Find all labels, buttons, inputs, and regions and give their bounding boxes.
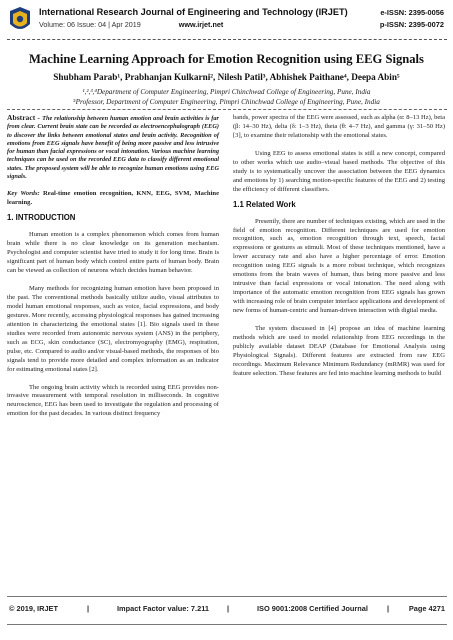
paper-title: Machine Learning Approach for Emotion Recognition using EEG Signals [29, 52, 424, 66]
body-paragraph-bands: bands, power spectra of the EEG were assessed, such as alpha (α: 8–13 Hz), beta (β: 14–30 Hz), delta (δ: 1–3 Hz), theta (θ: 4–7 Hz), and gamma (γ: 31–50 Hz) [3], to examine their relationship with the emotional states. [233, 114, 445, 139]
journal-header [7, 6, 447, 40]
abstract-text: The relationship between human emotion and brain activities is far from clear. Current brain state can be recorded as electroencephalograph (EEG) to discover the links between emotional states and brain activity. Recognition of emotions from EEG signals have benefit of being more passive and less intrusive for human than facial expressions or vocal intonation. Various machine learning techniques can be used on the recorded EEG data to classify different emotional states. The proposed system will be able to recognize human emotions using EEG signals. [7, 115, 219, 181]
intro-paragraph-3: The ongoing brain activity which is recorded using EEG provides non-invasive measurement with temporal resolution in milliseconds. In cognitive neuroscience, EEG has been used to investigate the regulation and processing of emotion for the past decades. In various distinct frequency [7, 383, 219, 418]
abstract [7, 114, 219, 181]
footer-iso: ISO 9001:2008 Certified Journal [257, 604, 368, 613]
affiliation-2: ⁵Professor, Department of Computer Engineering, Pimpri Chinchwad College of Engineering, Pune, India [73, 98, 380, 106]
body-paragraph-objective: Using EEG to assess emotional states is still a new concept, compared to other works which use audio–visual based methods. The objective of this study is to systematically uncover the association between the EEG dynamics and emotions by 1) searching motion-specific features of the EEG and 2) testing the efficiency of different classifiers. [233, 149, 445, 193]
keywords-label: Key Words: [7, 190, 40, 198]
section-heading-related-work: 1.1 Related Work [233, 199, 296, 209]
journal-website[interactable]: www.irjet.net [178, 20, 224, 29]
footer-copyright: © 2019, IRJET [9, 604, 58, 613]
keywords [7, 190, 219, 208]
irjet-logo [7, 6, 33, 36]
footer-page-number: Page 4271 [408, 604, 445, 613]
footer-separator: | [87, 604, 90, 613]
right-column [233, 114, 445, 379]
p-issn: p-ISSN: 2395-0072 [379, 20, 444, 29]
related-work-paragraph-2: The system discussed in [4] propose an idea of machine learning methods which are used to model relationship from EEG recordings in the publicly available dataset DEAP (Database for Emotional Analysis using Physiological Signals). Different features are extracted from raw EEG recordings. Maximum Relevance Minimum Redundancy (mRMR) was used for feature selection. These features are fed into machine learning methods to build [233, 325, 445, 377]
paper-authors: Shubham Parab¹, Prabhanjan Kulkarni², Nilesh Patil³, Abhishek Paithane⁴, Deepa Abin⁵ [53, 72, 400, 82]
footer-divider-top [7, 596, 447, 597]
affiliation-1: ¹,²,³,⁴Department of Computer Engineering, Pimpri Chinchwad College of Engineering, Pune, India [82, 88, 371, 96]
intro-paragraph-2: Many methods for recognizing human emotion have been proposed in the past. The conventional methods basically utilize audio, visual attributes to model human emotional responses, such as voice, facial expressions, and body gestures. More recently, accessing physiological responses has gained increasing attention in characterizing the emotional states [1]. Bio signals used in these studies were recorded from autonomic nervous system (ANS) in the periphery, such as ECG, skin conductance (SC), electromyography (EMG), respiration, pulse, etc. Compared to audio and/or visual-based methods, the responses of bio signals tend to provide more detailed and complex information as an indicator for estimating emotional states [2]. [7, 285, 219, 373]
footer-impact-factor: Impact Factor value: 7.211 [117, 604, 210, 613]
abstract-label: Abstract - [7, 113, 43, 122]
header-divider [7, 39, 447, 41]
volume-issue: Volume: 06 Issue: 04 | Apr 2019 [39, 20, 141, 29]
footer-separator: | [227, 604, 230, 613]
keywords-text: Real-time emotion recognition, KNN, EEG, SVM, Machine learning. [7, 190, 219, 207]
left-column [7, 114, 219, 419]
journal-title: International Research Journal of Engineering and Technology (IRJET) [39, 7, 348, 17]
intro-paragraph-1: Human emotion is a complex phenomenon which comes from human brain while there is no clear knowledge on its generation mechanism. Psychologist and computer scientist have tried to study it for long time. Brain is significant part of human body which control entire parts of human body. Brain can be viewed as collection of neurons which decides human behavior. [7, 231, 219, 275]
e-issn: e-ISSN: 2395-0056 [380, 8, 444, 17]
footer-divider-bottom [7, 624, 447, 625]
section-heading-introduction: 1. INTRODUCTION [7, 213, 76, 223]
related-work-paragraph-1: Presently, there are number of techniques existing, which are used in the field of emotion recognition. Different techniques are used for emotion recognition, such as, emotion recognition through text, speech, facial expressions or gestures as stimuli. Most of these techniques mentioned, have a lower accuracy rate and also have a higher percentage of error. Emotion recognition using EEG signals is a more robust technique, which recognizes emotions from the brain waves of human, thus being more passive and less intrusive than facial expressions or vocal intonation. The need along with importance of the automatic emotion recognition from EEG signals has grown with increasing role of brain computer interface applications and development of new forms of human-centric and human-driven interaction with digital media. [233, 217, 445, 315]
footer-separator: | [387, 604, 390, 613]
journal-meta [39, 20, 223, 29]
affiliation-divider [7, 109, 447, 110]
